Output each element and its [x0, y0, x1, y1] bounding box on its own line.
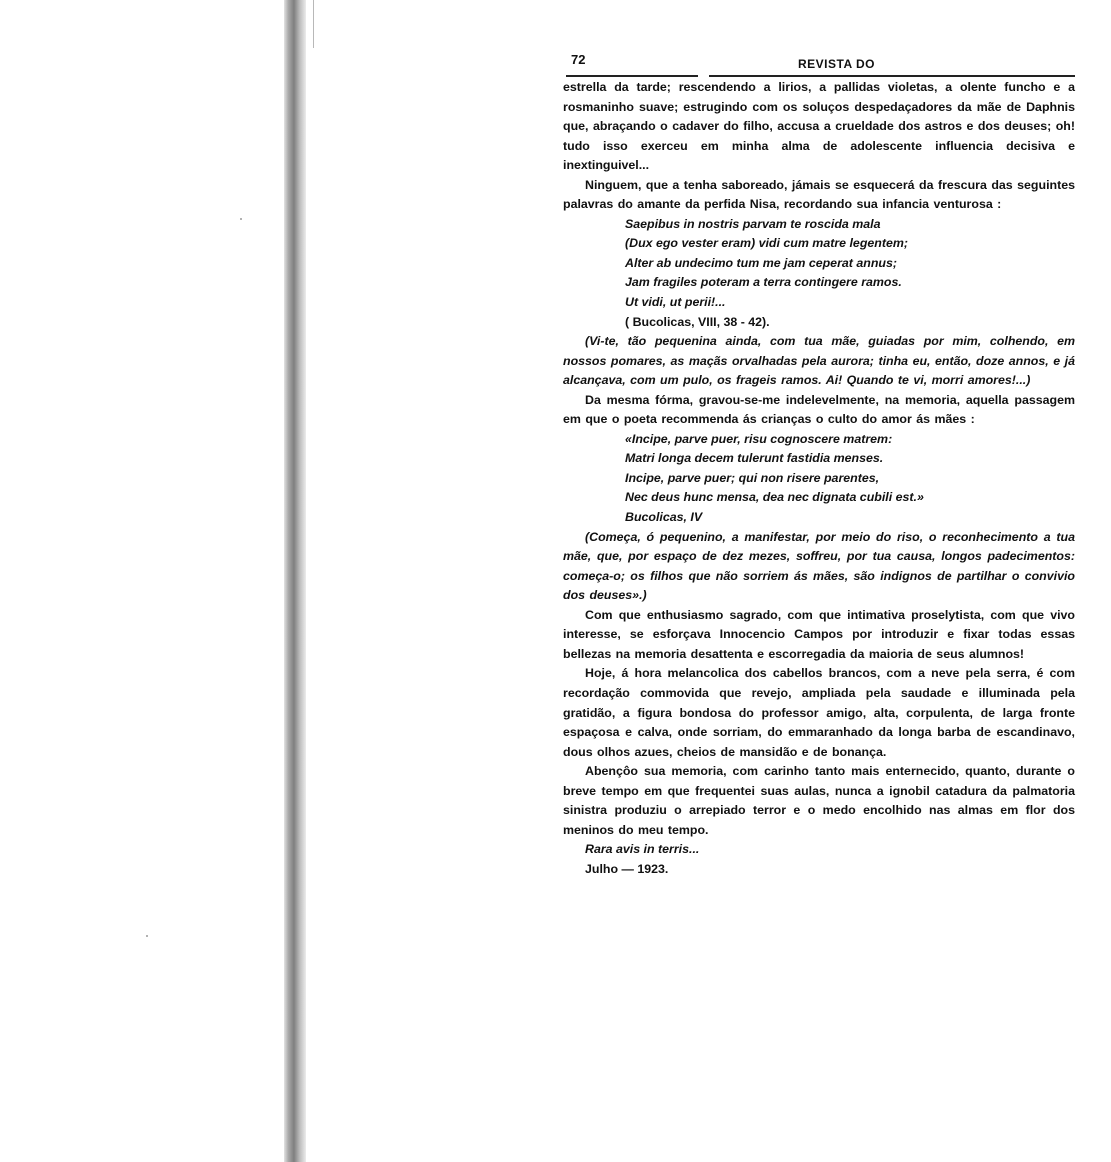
running-head: REVISTA DO: [798, 57, 876, 71]
paragraph-5: Hoje, á hora melancolica dos cabellos brancos, com a neve pela serra, é com recordação commovida que revejo, ampliada pela saudade e illuminada pela gratidão, a figura bondosa do professor amigo, alta, corpulenta, de larga fronte espaçosa e calva, onde sorriam, do emmaranhado da longa barba de escandinavo, dous olhos azues, cheios de mansidão e de bonança.: [563, 666, 1075, 759]
verse-line: Saepibus in nostris parvam te roscida mala: [625, 216, 881, 231]
page-number: 72: [571, 52, 586, 67]
paragraph-1: estrella da tarde; rescendendo a lirios, a pallidas violetas, a olente funcho e a rosmaninho suave; estrugindo com os soluços despedaçadores da mãe de Daphnis que, abraçando o cadaver do filho, accusa a crueldade dos astros e dos deuses; oh! tudo isso exerceu em minha alma de adolescente influencia decisiva e inextinguivel...: [563, 80, 1075, 173]
paragraph-3: Da mesma fórma, gravou-se-me indelevelmente, na memoria, aquella passagem em que o poeta recommenda ás crianças o culto do amor ás mães :: [563, 392, 1075, 427]
verse-line: Matri longa decem tulerunt fastidia menses.: [625, 451, 884, 466]
header-rule-right: [709, 73, 1075, 77]
verse-line: Jam fragiles poteram a terra contingere ramos.: [625, 275, 902, 290]
verse-line: «Incipe, parve puer, risu cognoscere matrem:: [625, 431, 893, 446]
paper-speck: [146, 935, 148, 937]
latin-verse-1: [625, 215, 1075, 332]
verse-line: Nec deus hunc mensa, dea nec dignata cubili est.»: [625, 490, 924, 505]
paragraph-2: Ninguem, que a tenha saboreado, jámais se esquecerá da frescura das seguintes palavras do amante da perfida Nisa, recordando sua infancia venturosa :: [563, 177, 1075, 212]
paragraph-4: Com que enthusiasmo sagrado, com que intimativa proselytista, com que vivo interesse, se esforçava Innocencio Campos por introduzir e fixar todas essas bellezas na memoria desattenta e escorregadia da maioria de seus alumnos!: [563, 607, 1075, 661]
closing-quote: Rara avis in terris...: [585, 842, 700, 857]
header-rule-left: [566, 73, 698, 77]
paragraph-6: Abençôo sua memoria, com carinho tanto mais enternecido, quanto, durante o breve tempo em que frequentei suas aulas, nunca a ignobil catadura da palmatoria sinistra produziu o arrepiado terror e o medo encolhido nas almas em flor dos meninos do meu tempo.: [563, 764, 1075, 837]
translation-1: (Vi-te, tão pequenina ainda, com tua mãe, guiadas por mim, colhendo, em nossos pomares, as maçãs orvalhadas pela aurora; tinha eu, então, doze annos, e já alcançava, com um pulo, os frageis ramos. Ai! Quando te vi, morri amores!...): [563, 334, 1075, 388]
verse-line: (Dux ego vester eram) vidi cum matre legentem;: [625, 236, 909, 251]
book-page: [563, 50, 1075, 879]
verse-line: Alter ab undecimo tum me jam ceperat annus;: [625, 255, 897, 270]
page-header: [563, 50, 1075, 78]
verse-line: Incipe, parve puer; qui non risere parentes,: [625, 470, 880, 485]
latin-verse-2: [625, 430, 1075, 528]
date-line: Julho — 1923.: [585, 861, 669, 876]
verse-citation: Bucolicas, IV: [625, 510, 703, 525]
gutter-edge-line: [313, 0, 314, 48]
verse-line: Ut vidi, ut perii!...: [625, 295, 726, 310]
book-gutter-shadow: [284, 0, 306, 1162]
verse-citation: ( Bucolicas, VIII, 38 - 42).: [625, 314, 770, 329]
paper-speck: [240, 218, 242, 220]
translation-2: (Começa, ó pequenino, a manifestar, por meio do riso, o reconhecimento a tua mãe, que, por espaço de dez mezes, soffreu, por tua causa, longos padecimentos: começa-o; os filhos que não sorriem ás mães, são indignos de partilhar o convivio dos deuses».): [563, 529, 1075, 603]
